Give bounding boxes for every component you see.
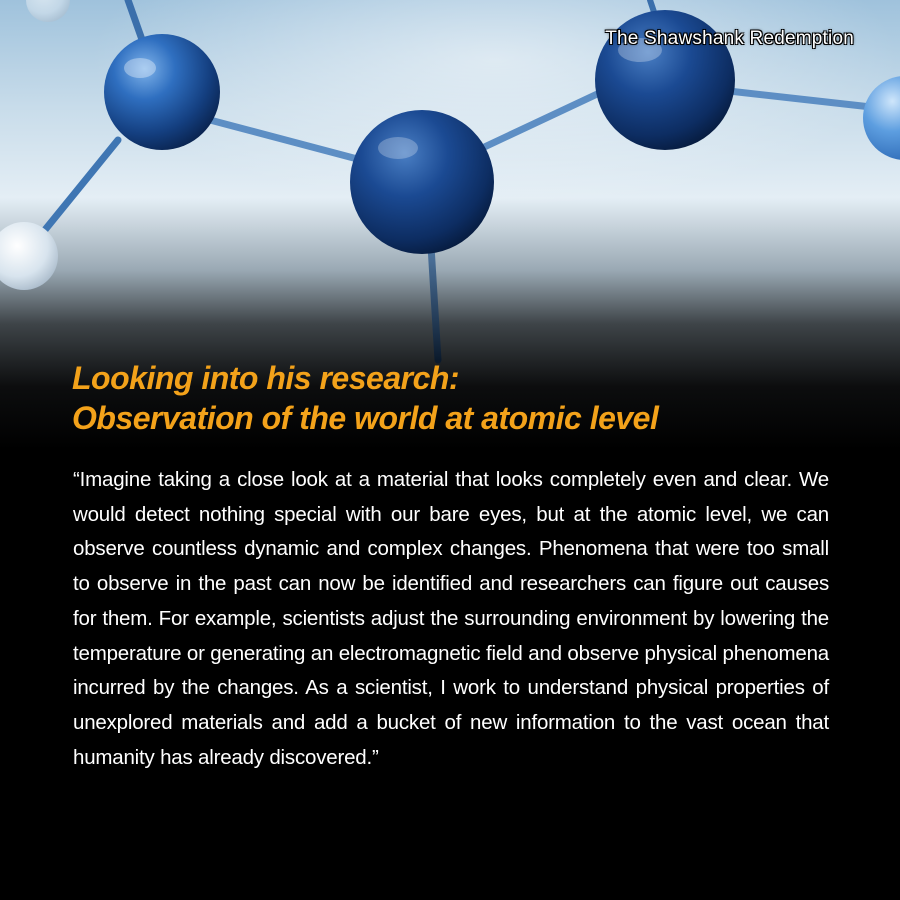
headline: [72, 358, 658, 438]
corner-caption: The Shawshank Redemption: [605, 28, 854, 49]
headline-line-2: Observation of the world at atomic level: [72, 400, 659, 436]
headline-line-1: Looking into his research:: [72, 360, 460, 396]
quote-paragraph: “Imagine taking a close look at a material that looks completely even and clear. We would detect nothing special with our bare eyes, but at the atomic level, we can observe countless dynamic and complex changes. Phenomena that were too small to observe in the past can now be identified and researchers can figure out causes for them. For example, scientists adjust the surrounding environment by lowering the temperature or generating an electromagnetic field and observe physical phenomena incurred by the changes. As a scientist, I work to understand physical properties of unexplored materials and add a bucket of new information to the vast ocean that humanity has already discovered.”: [73, 468, 829, 769]
